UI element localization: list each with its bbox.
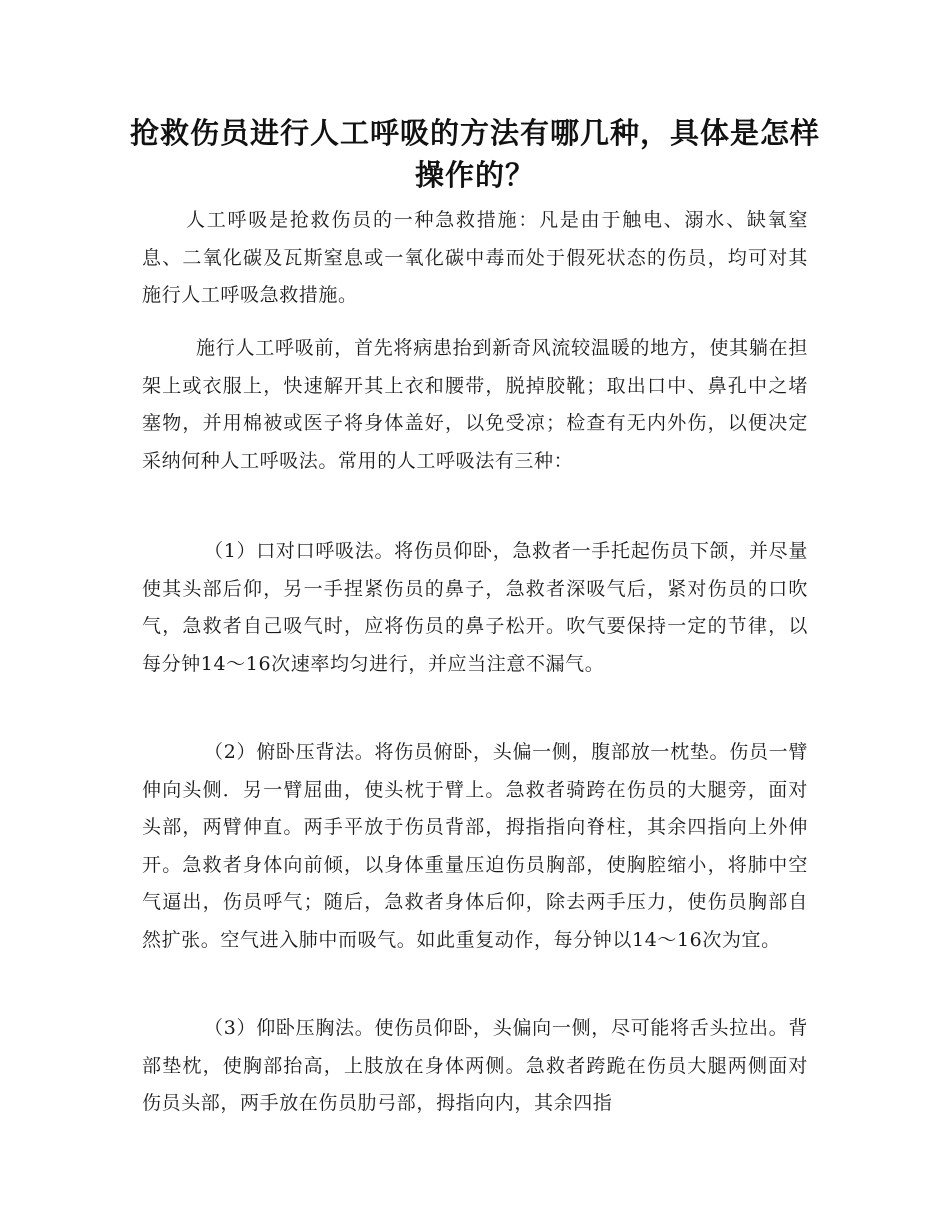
paragraph-method-mouth-to-mouth: （1）口对口呼吸法。将伤员仰卧，急救者一手托起伤员下颌，并尽量使其头部后仰，另一手捏紧伤员的鼻子，急救者深吸气后，紧对伤员的口吹气，急救者自己吸气时，应将伤员的鼻子松开。吹气要保持一定的节律，以每分钟14～16次速率均匀进行，并应当注意不漏气。: [142, 540, 808, 675]
document-title: 抢救伤员进行人工呼吸的方法有哪几种，具体是怎样操作的？: [129, 116, 820, 192]
paragraph-intro: 人工呼吸是抢救伤员的一种急救措施：凡是由于触电、溺水、缺氧窒息、二氧化碳及瓦斯窒息或一氧化碳中毒而处于假死状态的伤员，均可对其施行人工呼吸急救措施。: [142, 209, 808, 306]
paragraph-method-prone-back-pressure: （2）俯卧压背法。将伤员俯卧，头偏一侧，腹部放一枕垫。伤员一臂伸向头侧．另一臂屈曲，使头枕于臂上。急救者骑跨在伤员的大腿旁，面对头部，两臂伸直。两手平放于伤员背部，拇指指向脊柱，其余四指向上外伸开。急救者身体向前倾，以身体重量压迫伤员胸部，使胸腔缩小，将肺中空气逼出，伤员呼气；随后，急救者身体后仰，除去两手压力，使伤员胸部自然扩张。空气进入肺中而吸气。如此重复动作，每分钟以14～16次为宜。: [142, 741, 808, 951]
paragraph-method-supine-chest-pressure: （3）仰卧压胸法。使伤员仰卧，头偏向一侧，尽可能将舌头拉出。背部垫枕，使胸部抬高，上肢放在身体两侧。急救者跨跪在伤员大腿两侧面对伤员头部，两手放在伤员肋弓部，拇指向内，其余四指: [142, 1017, 808, 1114]
paragraph-preparation: 施行人工呼吸前，首先将病患抬到新奇风流较温暖的地方，使其躺在担架上或衣服上，快速解开其上衣和腰带，脱掉胶靴；取出口中、鼻孔中之堵塞物，并用棉被或医子将身体盖好，以免受凉；检查有无内外伤，以便决定采纳何种人工呼吸法。常用的人工呼吸法有三种：: [142, 337, 808, 472]
